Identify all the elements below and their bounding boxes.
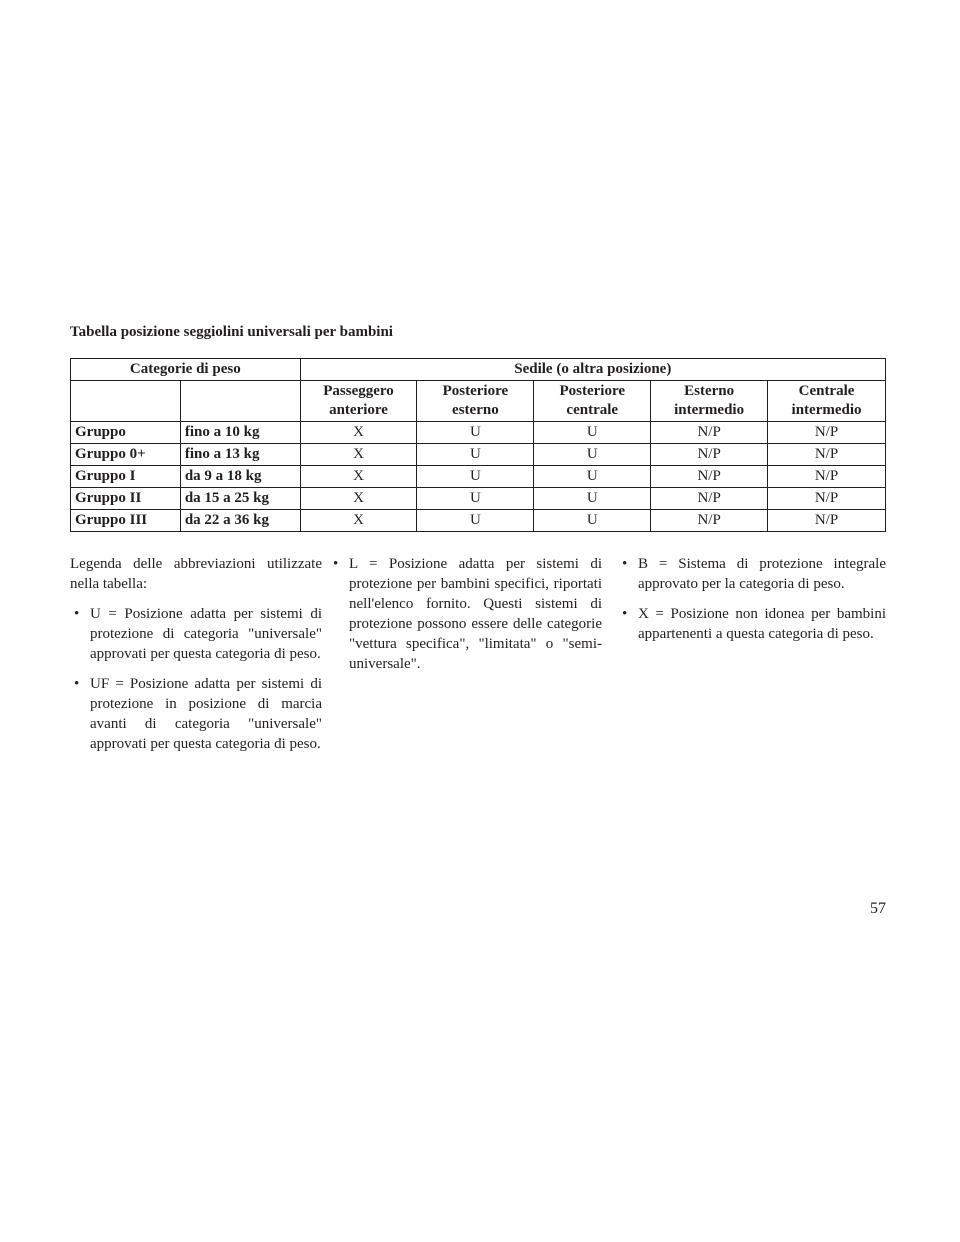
table-row bbox=[71, 466, 886, 488]
column-header: Passeggero anteriore bbox=[300, 381, 417, 422]
legend-item: • UF = Posizione adatta per sistemi di protezione in posizione di marcia avanti di categoria "universale" approvati per questa categoria di peso. bbox=[74, 676, 322, 752]
bullet-icon: • bbox=[333, 556, 339, 572]
group-cell: Gruppo I bbox=[71, 466, 181, 488]
table-row bbox=[71, 510, 886, 532]
seat-position-table bbox=[70, 358, 886, 532]
header-empty-cell bbox=[180, 381, 300, 422]
legend-column-1 bbox=[70, 554, 322, 764]
table-row bbox=[71, 488, 886, 510]
group-cell: Gruppo bbox=[71, 422, 181, 444]
value-cell: U bbox=[417, 510, 534, 532]
value-cell: U bbox=[534, 466, 651, 488]
legend-item: • U = Posizione adatta per sistemi di protezione di categoria "universale" approvati per questa categoria di peso. bbox=[74, 606, 322, 662]
header-weight-categories: Categorie di peso bbox=[71, 359, 301, 381]
header-empty-cell bbox=[71, 381, 181, 422]
table-row bbox=[71, 444, 886, 466]
legend-column-2 bbox=[329, 554, 602, 684]
bullet-icon: • bbox=[74, 676, 80, 692]
value-cell: N/P bbox=[768, 510, 886, 532]
value-cell: U bbox=[534, 488, 651, 510]
legend-intro: Legenda delle abbreviazioni utilizzate nella tabella: bbox=[70, 556, 322, 592]
page-number: 57 bbox=[870, 900, 886, 917]
column-header: Posteriore centrale bbox=[534, 381, 651, 422]
value-cell: N/P bbox=[651, 488, 768, 510]
weight-cell: fino a 13 kg bbox=[180, 444, 300, 466]
bullet-icon: • bbox=[622, 606, 628, 622]
legend-item: • L = Posizione adatta per sistemi di protezione per bambini specifici, riportati nell'elenco fornito. Questi sistemi di protezione possono essere delle categorie "vettura specifica", "limitata" o "semi-universale". bbox=[333, 556, 602, 672]
weight-cell: fino a 10 kg bbox=[180, 422, 300, 444]
legend-item: • X = Posizione non idonea per bambini appartenenti a questa categoria di peso. bbox=[622, 606, 886, 642]
value-cell: U bbox=[534, 444, 651, 466]
value-cell: U bbox=[534, 422, 651, 444]
group-cell: Gruppo II bbox=[71, 488, 181, 510]
value-cell: N/P bbox=[651, 466, 768, 488]
table-title: Tabella posizione seggiolini universali per bambini bbox=[70, 324, 393, 340]
value-cell: X bbox=[300, 510, 417, 532]
value-cell: U bbox=[534, 510, 651, 532]
column-header: Esterno intermedio bbox=[651, 381, 768, 422]
column-header: Posteriore esterno bbox=[417, 381, 534, 422]
legend-column-3 bbox=[618, 554, 886, 654]
value-cell: U bbox=[417, 466, 534, 488]
table-row bbox=[71, 422, 886, 444]
value-cell: U bbox=[417, 444, 534, 466]
value-cell: N/P bbox=[768, 488, 886, 510]
bullet-icon: • bbox=[74, 606, 80, 622]
value-cell: U bbox=[417, 488, 534, 510]
weight-cell: da 9 a 18 kg bbox=[180, 466, 300, 488]
value-cell: X bbox=[300, 422, 417, 444]
value-cell: U bbox=[417, 422, 534, 444]
value-cell: N/P bbox=[768, 444, 886, 466]
value-cell: N/P bbox=[768, 422, 886, 444]
value-cell: X bbox=[300, 488, 417, 510]
value-cell: X bbox=[300, 466, 417, 488]
legend-list bbox=[618, 554, 886, 644]
column-header: Centrale intermedio bbox=[768, 381, 886, 422]
bullet-icon: • bbox=[622, 556, 628, 572]
legend-item: • B = Sistema di protezione integrale approvato per la categoria di peso. bbox=[622, 556, 886, 592]
group-cell: Gruppo 0+ bbox=[71, 444, 181, 466]
group-cell: Gruppo III bbox=[71, 510, 181, 532]
value-cell: X bbox=[300, 444, 417, 466]
value-cell: N/P bbox=[768, 466, 886, 488]
header-seat-position: Sedile (o altra posizione) bbox=[300, 359, 885, 381]
weight-cell: da 22 a 36 kg bbox=[180, 510, 300, 532]
header-row-main bbox=[71, 359, 886, 381]
value-cell: N/P bbox=[651, 422, 768, 444]
value-cell: N/P bbox=[651, 444, 768, 466]
legend-list bbox=[70, 604, 322, 754]
legend-list bbox=[329, 554, 602, 674]
value-cell: N/P bbox=[651, 510, 768, 532]
weight-cell: da 15 a 25 kg bbox=[180, 488, 300, 510]
header-row-sub bbox=[71, 381, 886, 422]
